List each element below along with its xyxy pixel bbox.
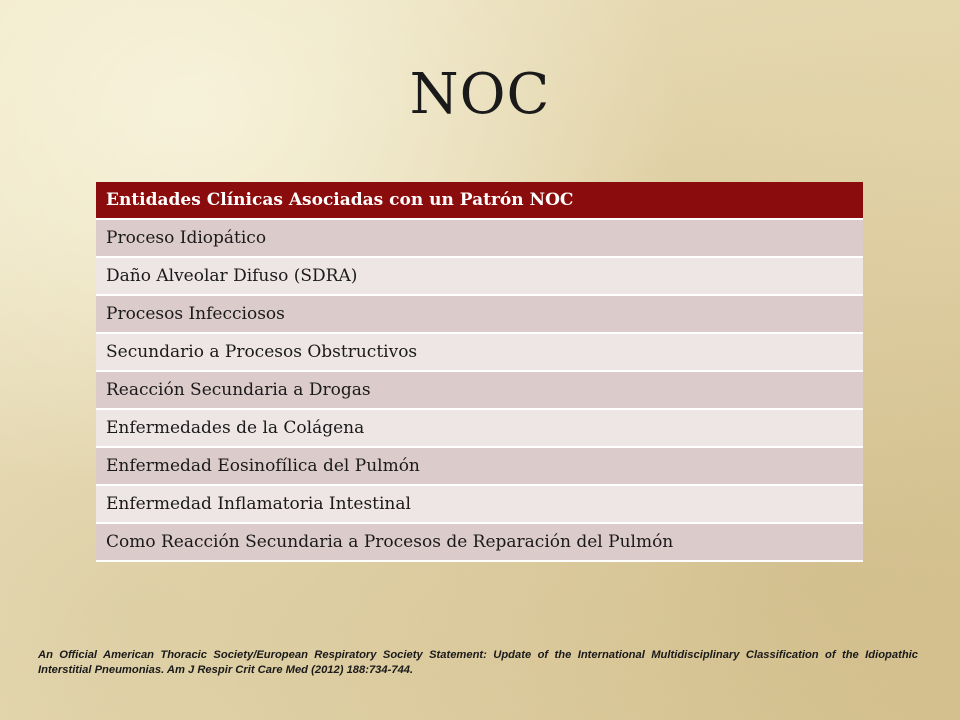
slide-title: NOC xyxy=(409,62,551,127)
table-cell: Reacción Secundaria a Drogas xyxy=(96,372,863,410)
table-row xyxy=(96,524,863,562)
table-cell: Secundario a Procesos Obstructivos xyxy=(96,334,863,372)
table-row xyxy=(96,220,863,258)
table-row xyxy=(96,448,863,486)
table-cell: Proceso Idiopático xyxy=(96,220,863,258)
table-cell: Enfermedades de la Colágena xyxy=(96,410,863,448)
table-row xyxy=(96,486,863,524)
table-row xyxy=(96,372,863,410)
table-cell: Procesos Infecciosos xyxy=(96,296,863,334)
table-cell: Enfermedad Inflamatoria Intestinal xyxy=(96,486,863,524)
table-cell: Como Reacción Secundaria a Procesos de Reparación del Pulmón xyxy=(96,524,863,562)
citation-line-2: of the Idiopathic Interstitial Pneumonias. Am J Respir Crit Care Med (2012) 188:734-744. xyxy=(38,649,919,676)
table-row xyxy=(96,410,863,448)
table-row xyxy=(96,334,863,372)
citation-line-1: An Official American Thoracic Society/European Respiratory Society Statement: Update of the International Multidisciplinary Classification xyxy=(38,649,819,661)
entities-table xyxy=(96,182,863,562)
citation xyxy=(38,648,918,678)
table-row xyxy=(96,258,863,296)
entities-table-container xyxy=(96,182,863,562)
table-header-row xyxy=(96,182,863,220)
table-row xyxy=(96,296,863,334)
table-cell: Enfermedad Eosinofílica del Pulmón xyxy=(96,448,863,486)
table-header-cell: Entidades Clínicas Asociadas con un Patrón NOC xyxy=(96,182,863,220)
table-cell: Daño Alveolar Difuso (SDRA) xyxy=(96,258,863,296)
